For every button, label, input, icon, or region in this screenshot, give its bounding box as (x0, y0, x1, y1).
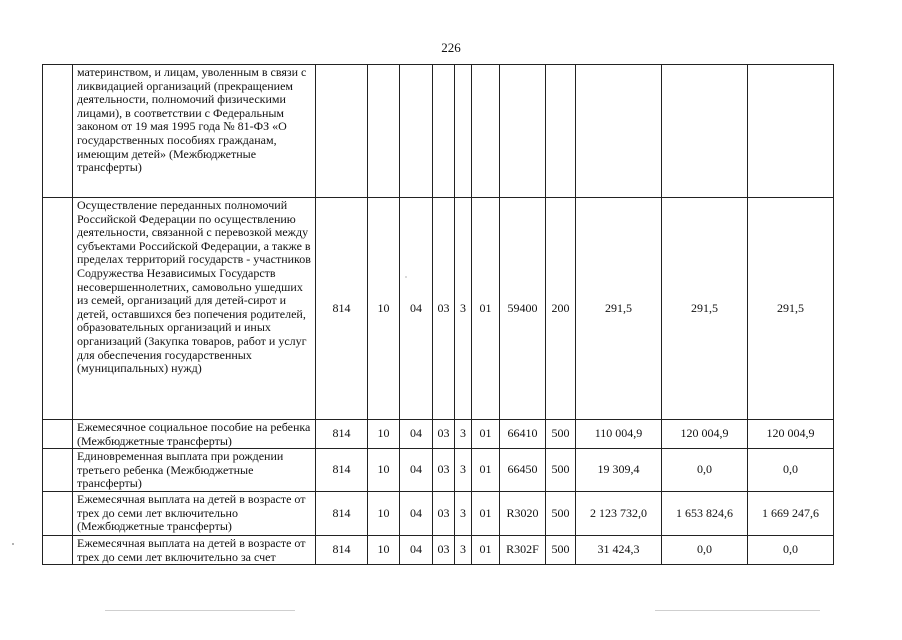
ministry-code: 814 (316, 492, 368, 536)
expense-type-code: 500 (546, 536, 576, 565)
ministry-code: 814 (316, 449, 368, 492)
ministry-code: 814 (316, 198, 368, 420)
amount-year-3: 0,0 (748, 449, 834, 492)
table-row (43, 492, 834, 536)
row-description: Ежемесячная выплата на детей в возрасте от трех до семи лет включительно (Межбюджетные трансферты) (73, 492, 316, 536)
scan-artifact-line (655, 610, 820, 611)
page-number: 226 (441, 40, 461, 55)
direction-code: R3020 (500, 492, 546, 536)
event-code: 01 (472, 536, 500, 565)
blank-cell (43, 492, 73, 536)
section-code: 10 (368, 536, 400, 565)
blank-cell (43, 449, 73, 492)
row-description: Единовременная выплата при рождении третьего ребенка (Межбюджетные трансферты) (73, 449, 316, 492)
subsection-code: 04 (400, 420, 433, 449)
table-row (43, 198, 834, 420)
blank-cell (43, 198, 73, 420)
direction-code (500, 65, 546, 198)
amount-year-3: 1 669 247,6 (748, 492, 834, 536)
blank-cell (43, 65, 73, 198)
direction-code: 66450 (500, 449, 546, 492)
subsection-code: 04 (400, 536, 433, 565)
table-row (43, 449, 834, 492)
subprogram-code: 3 (455, 536, 472, 565)
scan-artifact-speck (12, 543, 14, 545)
direction-code: 66410 (500, 420, 546, 449)
direction-code: R302F (500, 536, 546, 565)
amount-year-1: 31 424,3 (576, 536, 662, 565)
amount-year-1: 110 004,9 (576, 420, 662, 449)
scan-artifact-line (105, 610, 295, 611)
amount-year-2: 120 004,9 (662, 420, 748, 449)
event-code: 01 (472, 198, 500, 420)
amount-year-2 (662, 65, 748, 198)
amount-year-1: 19 309,4 (576, 449, 662, 492)
amount-year-1 (576, 65, 662, 198)
amount-year-3: 120 004,9 (748, 420, 834, 449)
subprogram-code (455, 65, 472, 198)
section-code: 10 (368, 492, 400, 536)
section-code: 10 (368, 420, 400, 449)
program-code: 03 (433, 492, 455, 536)
ministry-code: 814 (316, 420, 368, 449)
program-code: 03 (433, 536, 455, 565)
budget-table (42, 64, 834, 565)
row-description: Ежемесячная выплата на детей в возрасте от трех до семи лет включительно за счет (73, 536, 316, 565)
program-code: 03 (433, 449, 455, 492)
event-code: 01 (472, 492, 500, 536)
expense-type-code: 500 (546, 449, 576, 492)
amount-year-2: 0,0 (662, 536, 748, 565)
expense-type-code (546, 65, 576, 198)
ministry-code: 814 (316, 536, 368, 565)
subsection-code: 04 (400, 449, 433, 492)
event-code: 01 (472, 449, 500, 492)
ministry-code (316, 65, 368, 198)
scan-artifact-speck (405, 276, 407, 278)
amount-year-1: 2 123 732,0 (576, 492, 662, 536)
row-description: Осуществление переданных полномочий Российской Федерации по осуществлению деятельности, связанной с перевозкой между субъектами Российской Федерации, а также в пределах территорий государств - участников Содружества Независимых Государств несовершеннолетних, самовольно ушедших из семей, организаций для детей-сирот и детей, оставшихся без попечения родителей, образовательных организаций и иных организаций (Закупка товаров, работ и услуг для обеспечения государственных (муниципальных) нужд) (73, 198, 316, 420)
expense-type-code: 500 (546, 420, 576, 449)
row-description: материнством, и лицам, уволенным в связи с ликвидацией организаций (прекращением деятельности, полномочий физическими лицами), в соответствии с Федеральным законом от 19 мая 1995 года № 81-ФЗ «О государственных пособиях гражданам, имеющим детей» (Межбюджетные трансферты) (73, 65, 316, 198)
program-code: 03 (433, 420, 455, 449)
program-code: 03 (433, 198, 455, 420)
subprogram-code: 3 (455, 420, 472, 449)
expense-type-code: 500 (546, 492, 576, 536)
section-code: 10 (368, 449, 400, 492)
table-row (43, 536, 834, 565)
blank-cell (43, 536, 73, 565)
subsection-code: 04 (400, 198, 433, 420)
direction-code: 59400 (500, 198, 546, 420)
expense-type-code: 200 (546, 198, 576, 420)
event-code: 01 (472, 420, 500, 449)
blank-cell (43, 420, 73, 449)
amount-year-2: 0,0 (662, 449, 748, 492)
row-description: Ежемесячное социальное пособие на ребенка (Межбюджетные трансферты) (73, 420, 316, 449)
section-code: 10 (368, 198, 400, 420)
table-row (43, 420, 834, 449)
amount-year-3: 291,5 (748, 198, 834, 420)
amount-year-2: 291,5 (662, 198, 748, 420)
subsection-code (400, 65, 433, 198)
section-code (368, 65, 400, 198)
event-code (472, 65, 500, 198)
amount-year-1: 291,5 (576, 198, 662, 420)
subprogram-code: 3 (455, 492, 472, 536)
subsection-code: 04 (400, 492, 433, 536)
amount-year-3 (748, 65, 834, 198)
table-row (43, 65, 834, 198)
program-code (433, 65, 455, 198)
amount-year-2: 1 653 824,6 (662, 492, 748, 536)
amount-year-3: 0,0 (748, 536, 834, 565)
subprogram-code: 3 (455, 198, 472, 420)
subprogram-code: 3 (455, 449, 472, 492)
